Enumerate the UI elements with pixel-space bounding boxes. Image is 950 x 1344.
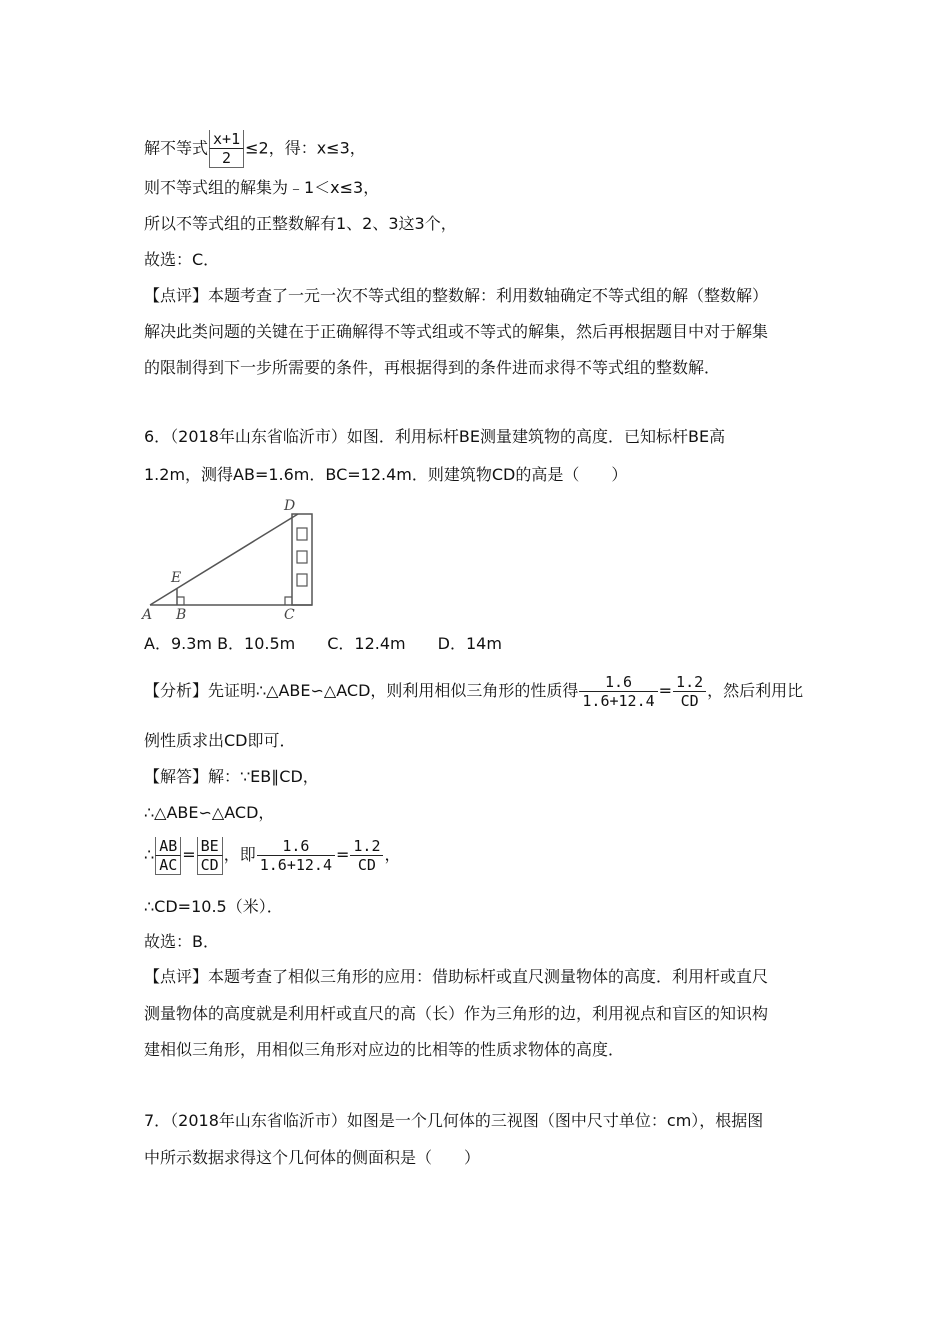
label-b: B — [176, 607, 187, 623]
fraction-1-6-over-14-answer: $\frac{1.6}{1.6+12.4}$ — [257, 837, 335, 874]
right-angle-b — [177, 597, 184, 605]
answer-line2: ∴△ABE∽△ACD， — [144, 803, 275, 822]
comment5-line3: 的限制得到下一步所需要的条件，再根据得到的条件进而求得不等式组的整数解． — [144, 358, 721, 377]
choice-c-line: 故选：C． — [144, 250, 220, 269]
question6-options: A．9.3m B．10.5m C．12.4m D．14m — [144, 634, 502, 653]
window-3 — [297, 574, 307, 586]
question7-line2: 中所示数据求得这个几何体的侧面积是（ ） — [144, 1148, 481, 1167]
fraction-1-2-over-cd: $\frac{1.2}{CD}$ — [673, 673, 706, 710]
comment5-line2: 解决此类问题的关键在于正确解得不等式组或不等式的解集，然后再根据题目中对于解集 — [144, 322, 769, 341]
label-a: A — [142, 607, 153, 623]
answer-choice-line: 故选：B． — [144, 932, 219, 951]
fraction-1-2-over-cd-answer: $\frac{1.2}{CD}$ — [350, 837, 383, 874]
analysis-line1: 【分析】先证明∴△ABE∽△ACD，则利用相似三角形的性质得 $\frac{1.6}{1.6+12.4}$ = $\frac{1.2}{CD}$ ，然后利用比 — [144, 673, 804, 710]
answer-line1: 【解答】解：∵EB∥CD， — [144, 767, 319, 786]
label-e: E — [171, 570, 182, 586]
question7-line1: 7．（2018年山东省临沂市）如图是一个几何体的三视图（图中尺寸单位：cm），根据图 — [144, 1111, 764, 1130]
fraction-ab-over-ac: $\frac{AB}{AC}$ — [155, 837, 181, 875]
sight-line — [150, 514, 298, 605]
label-d: D — [284, 498, 296, 514]
comment5-line1: 【点评】本题考查了一元一次不等式组的整数解：利用数轴确定不等式组的解（整数解） — [144, 286, 769, 305]
fraction-be-over-cd: $\frac{BE}{CD}$ — [197, 837, 223, 875]
fraction-x-plus-1-over-2: $\frac{x+1}{2}$ — [209, 130, 244, 168]
solve-inequality-line: 解不等式 $\frac{x+1}{2}$ ≤2，得：x≤3， — [144, 130, 366, 167]
answer-ratio-line: ∴ $\frac{AB}{AC}$ = $\frac{BE}{CD}$ ，即 $\frac{1.6}{1.6+12.4}$ = $\frac{1.2}{CD}$ ， — [144, 836, 401, 874]
window-1 — [297, 528, 307, 540]
label-c: C — [284, 607, 295, 623]
solution-set-line: 则不等式组的解集为﹣1＜x≤3， — [144, 178, 380, 197]
positive-integer-solutions-line: 所以不等式组的正整数解有1、2、3这3个， — [144, 214, 457, 233]
question6-line1: 6．（2018年山东省临沂市）如图．利用标杆BE测量建筑物的高度．已知标杆BE高 — [144, 427, 726, 446]
comment6-line3: 建相似三角形，用相似三角形对应边的比相等的性质求物体的高度． — [144, 1040, 625, 1059]
building-height-figure — [140, 496, 340, 626]
answer-result-line: ∴CD=10.5（米）． — [144, 897, 283, 916]
right-angle-c — [285, 597, 292, 605]
comment6-line1: 【点评】本题考查了相似三角形的应用：借助标杆或直尺测量物体的高度．利用杆或直尺 — [144, 967, 769, 986]
analysis-line2: 例性质求出CD即可． — [144, 731, 296, 750]
comment6-line2: 测量物体的高度就是利用杆或直尺的高（长）作为三角形的边，利用视点和盲区的知识构 — [144, 1004, 769, 1023]
question6-line2: 1.2m，测得AB=1.6m．BC=12.4m．则建筑物CD的高是（ ） — [144, 465, 628, 484]
fraction-1-6-over-14: $\frac{1.6}{1.6+12.4}$ — [579, 673, 657, 710]
window-2 — [297, 551, 307, 563]
